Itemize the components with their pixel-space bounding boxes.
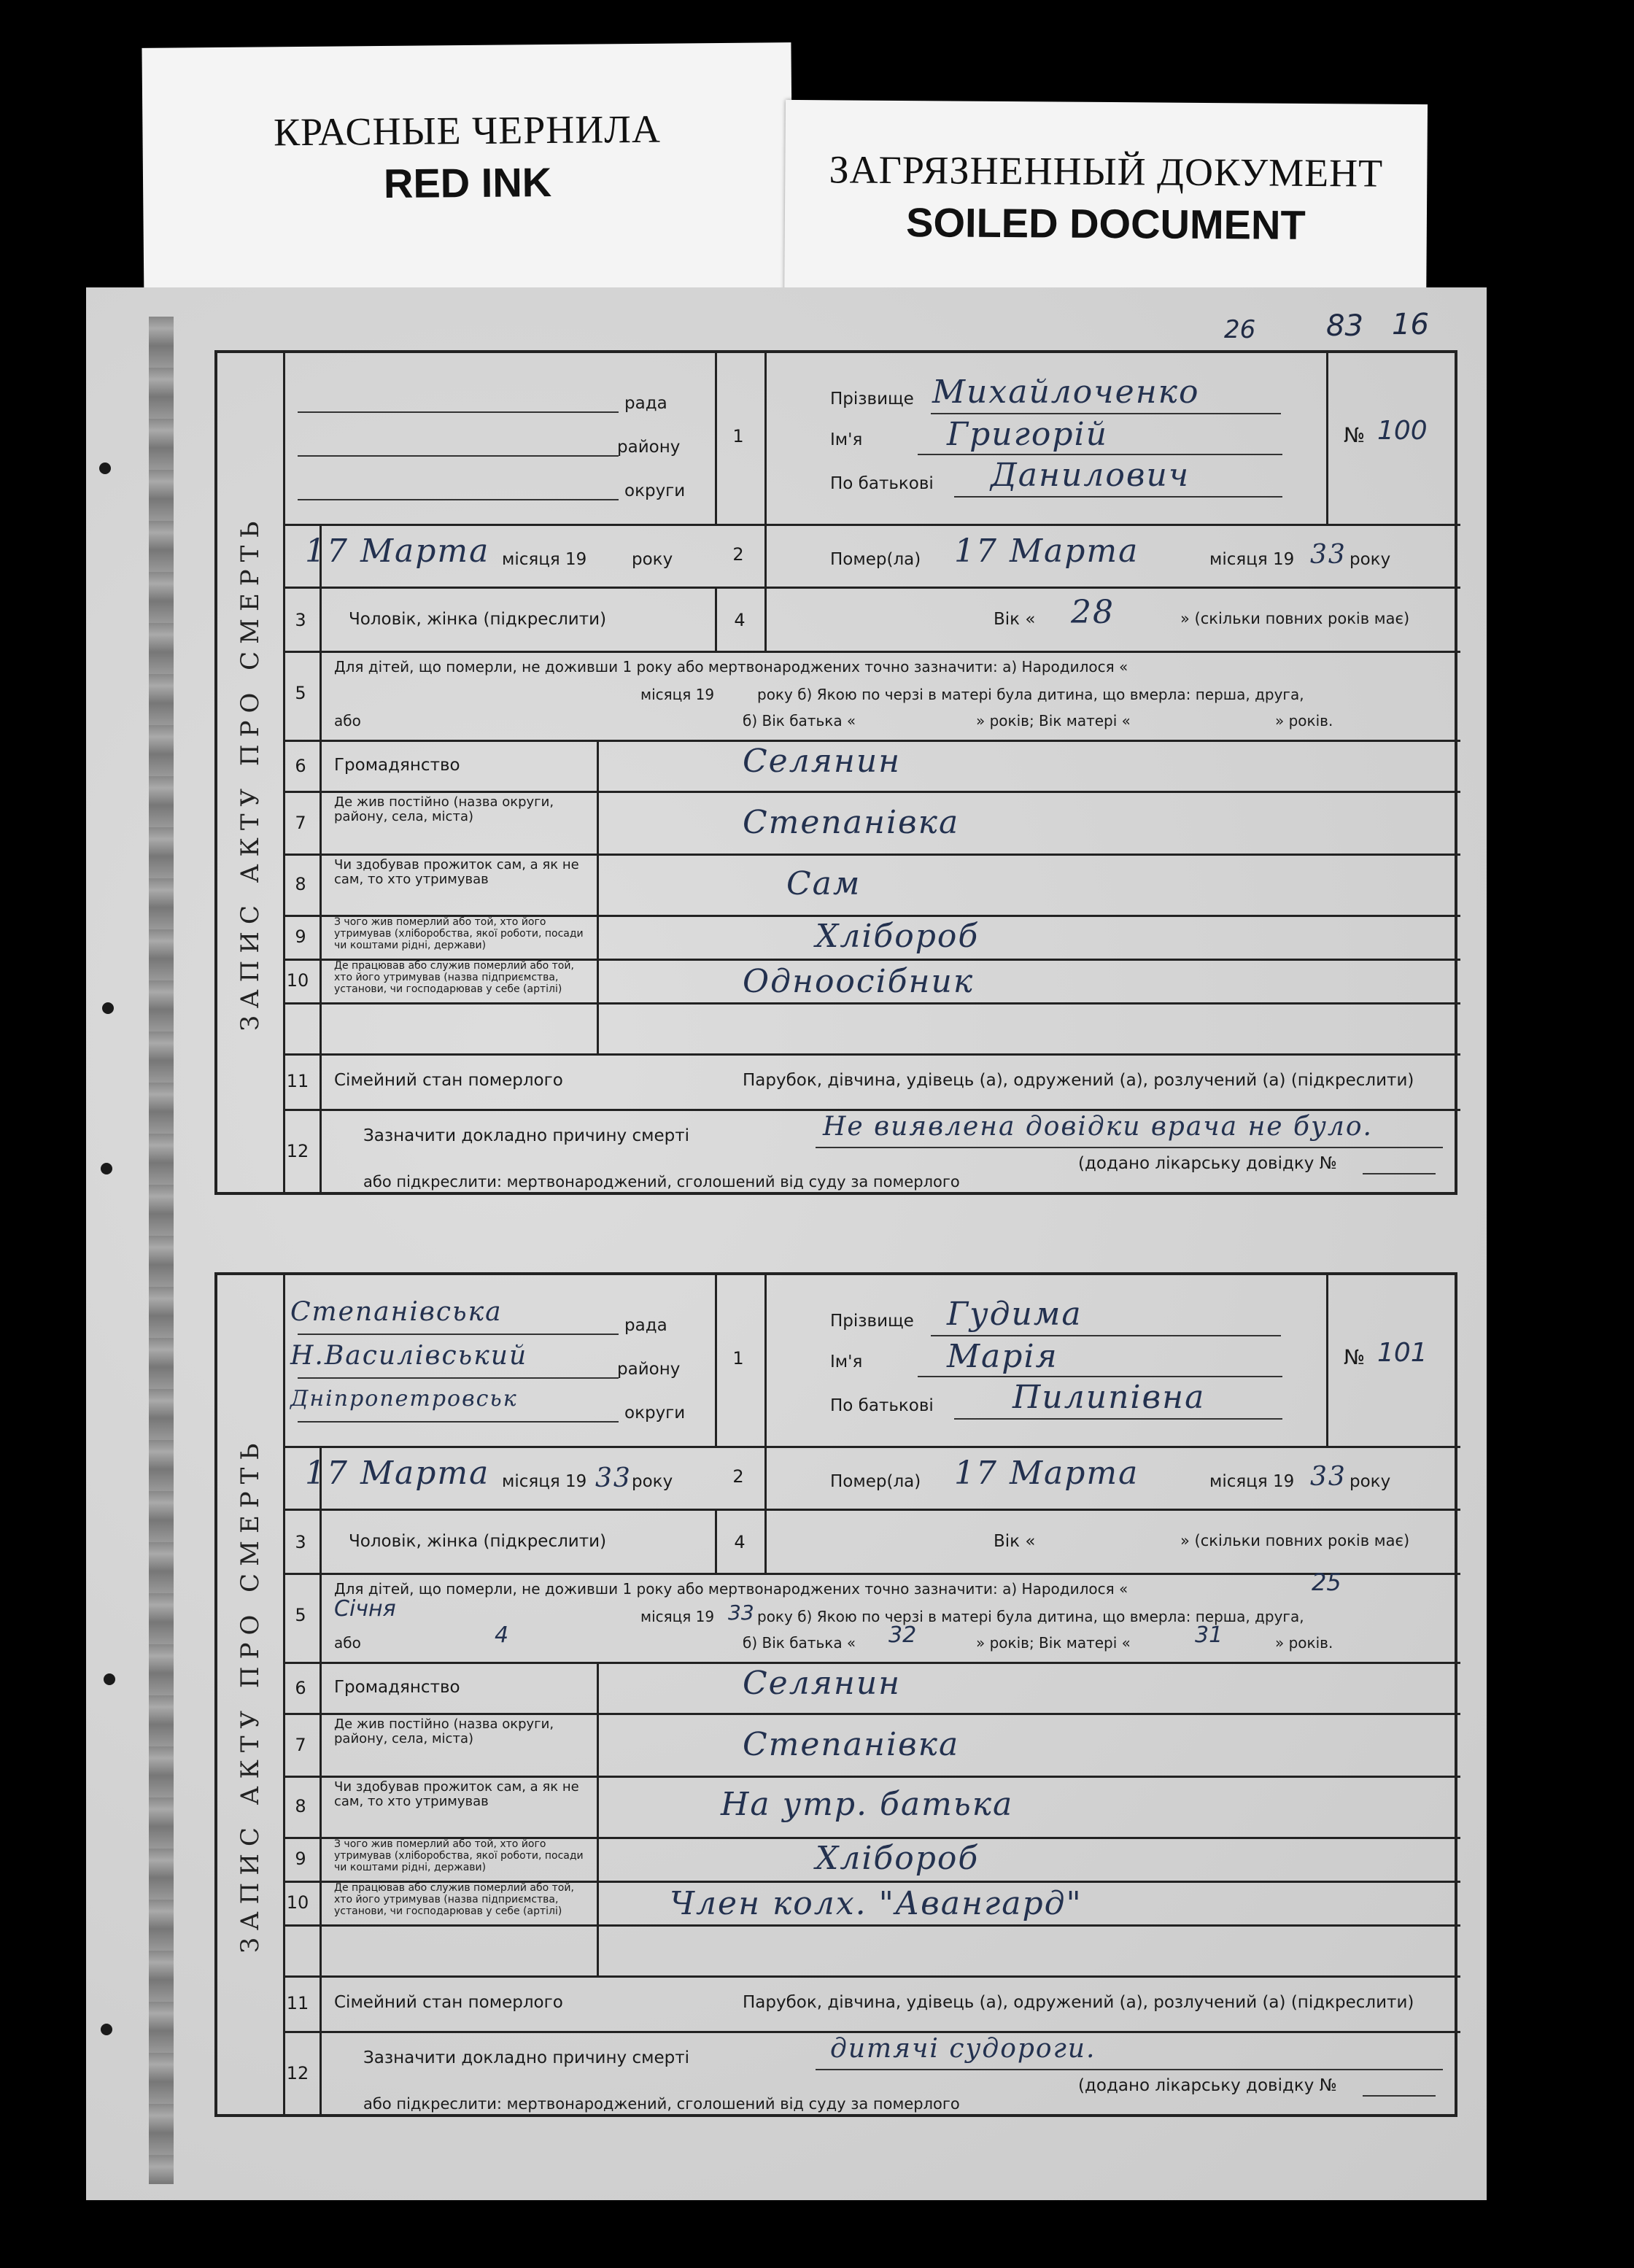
residence-value: Степанівка	[743, 804, 960, 841]
corner-number: 16	[1392, 308, 1429, 341]
patronymic-value: Пилипівна	[1012, 1379, 1206, 1416]
died-label: Помер(ла)	[830, 550, 921, 569]
workplace-label: Де працював або служив померлий або той, хто його утримував (назва підприємства, установи, чи господарював у себе (артілі)	[334, 1882, 574, 1917]
workplace-label: Де працював або служив померлий або той, хто його утримував (назва підприємства, установи, чи господарював у себе (артілі)	[334, 960, 574, 995]
citizenship-value: Селянин	[743, 1665, 902, 1702]
registration-year: 33	[595, 1463, 632, 1493]
registration-date: 17 Марта	[305, 1455, 490, 1492]
cause-label: Зазначити докладно причину смерті	[363, 1126, 689, 1145]
stillborn-label: або підкреслити: мертвонароджений, сголошений від суду за померлого	[363, 1173, 960, 1191]
livelihood-label: Чи здобував прожиток сам, а як не сам, то хто утримував	[334, 1779, 579, 1809]
death-date: 17 Марта	[954, 1455, 1139, 1492]
death-record-100: ЗАПИС АКТУ ПРО СМЕРТЬ 1 2 3 4 5 6 7 8 9 10 11 12 рада району округи 17 Марта місяця 19 року Прізвище Михайлоченко Ім'я Григорій По батькові Данилович № 100 Помер(ла) 17 Марта місяця 19 33 року Чоловік, жінка (підкреслити) Вік « 28 » (скільки повних років має) Для дітей, що померли, не доживши 1 року або мертвонароджених точно зазначити: а) Народилося « місяця 19 року б) Якою по черзі в матері була дитина, що вмерла: перша, друга, або б) Вік батька « » років; Вік матері « » років. Громадянство Селянин Де жив постійно (назва округи, району, села, міста) Степанівка Чи здобував прожиток сам, а як не сам, то хто утримував Сам З чого жив померлий або той, хто його утримував (хліборобства, якої роботи, посади чи коштами рідні, держави) Хлібороб Де працював або служив померлий або той, хто його утримував (назва підприємства, установи, чи господарював у себе (артілі) Одноосібник Сімейний стан померлого Парубок, дівчина, удівець (а), одружений (а), розлучений (а) (підкреслити) Зазначити докладно причину смерті Не виявлена довідки врача не було. (додано лікарську довідку № або підкреслити: мертвонароджений, сголошений від суду за померлого	[214, 350, 1457, 1195]
patronymic-value: Данилович	[991, 457, 1190, 494]
residence-label: Де жив постійно (назва округи, району, села, міста)	[334, 1717, 554, 1746]
workplace-value: Одноосібник	[743, 963, 975, 1000]
punch-hole-icon	[101, 1163, 112, 1174]
red-ink-label-en: RED INK	[383, 158, 552, 207]
punch-hole-icon	[101, 2024, 112, 2035]
children-line-1: Для дітей, що померли, не доживши 1 року або мертвонароджених точно зазначити: а) Народилося «	[334, 1580, 1128, 1598]
okrug-value: Дніпропетровськ	[290, 1386, 518, 1412]
death-date: 17 Марта	[954, 533, 1139, 570]
source-income-label: З чого жив померлий або той, хто його утримував (хліборобства, якої роботи, посади чи коштами рідні, держави)	[334, 1838, 584, 1873]
residence-value: Степанівка	[743, 1726, 960, 1763]
corner-number: 83	[1326, 309, 1363, 343]
age-label: Вік «	[994, 1532, 1036, 1551]
okrug-label: округи	[624, 1404, 686, 1423]
month-label: місяця 19	[502, 550, 587, 569]
father-age: 32	[888, 1622, 917, 1648]
birth-order: 4	[495, 1622, 509, 1648]
surname-label: Прізвище	[830, 390, 914, 409]
source-income-value: Хлібороб	[816, 1840, 980, 1877]
binding-strip	[149, 317, 174, 2184]
death-record-101: ЗАПИС АКТУ ПРО СМЕРТЬ 1 2 3 4 5 6 7 8 9 10 11 12 рада Степанівська району Н.Василівський округи Дніпропетровськ 17 Марта місяця 19 33 року Прізвище Гудима Ім'я Марія По батькові Пилипівна № 101 Помер(ла) 17 Марта місяця 19 33 року Чоловік, жінка (підкреслити) Вік « » (скільки повних років має) Для дітей, що померли, не доживши 1 року або мертвонароджених точно зазначити: а) Народилося « 25 Січня місяця 19 33 року б) Якою по черзі в матері була дитина, що вмерла: перша, друга, або 4 б) Вік батька « 32 » років; Вік матері « 31 » років. Громадянство Селянин Де жив постійно (назва округи, району, села, міста) Степанівка Чи здобував прожиток сам, а як не сам, то хто утримував На утр. батька З чого жив померлий або той, хто його утримував (хліборобства, якої роботи, посади чи коштами рідні, держави) Хлібороб Де працював або служив померлий або той, хто його утримував (назва підприємства, установи, чи господарював у себе (артілі) Член колх. "Авангард" Сімейний стан померлого Парубок, дівчина, удівець (а), одружений (а), розлучений (а) (підкреслити) Зазначити докладно причину смерті дитячі судороги. (додано лікарську довідку № або підкреслити: мертвонароджений, сголошений від суду за померлого	[214, 1272, 1457, 2117]
soiled-label-ru: ЗАГРЯЗНЕННЫЙ ДОКУМЕНТ	[829, 147, 1384, 196]
soiled-label-en: SOILED DOCUMENT	[905, 199, 1306, 248]
marital-label: Сімейний стан померлого	[334, 1993, 563, 2012]
surname-value: Михайлоченко	[932, 374, 1200, 411]
month-label: місяця 19	[502, 1472, 587, 1491]
rada-label: рада	[624, 1316, 667, 1335]
stillborn-label: або підкреслити: мертвонароджений, сголошений від суду за померлого	[363, 2095, 960, 2113]
record-number-label: №	[1344, 423, 1366, 447]
marital-label: Сімейний стан померлого	[334, 1071, 563, 1090]
age-value: 28	[1071, 594, 1115, 631]
gender-label: Чоловік, жінка (підкреслити)	[349, 610, 607, 629]
gender-label: Чоловік, жінка (підкреслити)	[349, 1532, 607, 1551]
punch-hole-icon	[99, 462, 111, 474]
source-income-label: З чого жив померлий або той, хто його утримував (хліборобства, якої роботи, посади чи коштами рідні, держави)	[334, 916, 584, 951]
name-label: Ім'я	[830, 1352, 863, 1371]
birth-day: 25	[1312, 1568, 1341, 1596]
livelihood-value: Сам	[786, 865, 861, 902]
birth-month: Січня	[334, 1596, 396, 1622]
punch-hole-icon	[104, 1673, 115, 1685]
citizenship-label: Громадянство	[334, 756, 460, 775]
red-ink-label-ru: КРАСНЫЕ ЧЕРНИЛА	[273, 107, 662, 155]
punch-hole-icon	[102, 1002, 114, 1014]
rada-label: рада	[624, 394, 667, 413]
registration-date: 17 Марта	[305, 533, 490, 570]
age-label: Вік «	[994, 610, 1036, 629]
side-title: ЗАПИС АКТУ ПРО СМЕРТЬ	[217, 1275, 285, 2114]
workplace-value: Член колх. "Авангард"	[670, 1885, 1083, 1922]
record-number: 101	[1377, 1338, 1428, 1368]
livelihood-value: На утр. батька	[721, 1786, 1014, 1823]
side-title: ЗАПИС АКТУ ПРО СМЕРТЬ	[217, 353, 285, 1192]
document-page	[86, 287, 1487, 2200]
source-income-value: Хлібороб	[816, 918, 980, 955]
name-value: Григорій	[947, 416, 1108, 453]
cause-value: дитячі судороги.	[830, 2034, 1096, 2064]
name-label: Ім'я	[830, 430, 863, 449]
citizenship-value: Селянин	[743, 743, 902, 780]
patronymic-label: По батькові	[830, 474, 934, 493]
record-number-label: №	[1344, 1345, 1366, 1369]
surname-label: Прізвище	[830, 1312, 914, 1331]
residence-label: Де жив постійно (назва округи, району, села, міста)	[334, 794, 554, 824]
surname-value: Гудима	[947, 1296, 1083, 1333]
rayon-value: Н.Василівський	[290, 1341, 528, 1371]
record-number: 100	[1377, 416, 1428, 446]
cert-label: (додано лікарську довідку №	[1078, 2076, 1337, 2095]
marital-options: Парубок, дівчина, удівець (а), одружений (а), розлучений (а) (підкреслити)	[743, 1993, 1414, 2012]
death-year: 33	[1310, 540, 1347, 570]
children-line-1: Для дітей, що померли, не доживши 1 року або мертвонароджених точно зазначити: а) Народилося «	[334, 658, 1128, 676]
livelihood-label: Чи здобував прожиток сам, а як не сам, то хто утримував	[334, 857, 579, 887]
corner-number: 26	[1224, 315, 1256, 344]
cause-label: Зазначити докладно причину смерті	[363, 2048, 689, 2067]
rayon-label: району	[617, 438, 681, 457]
okrug-label: округи	[624, 481, 686, 500]
rayon-label: району	[617, 1360, 681, 1379]
patronymic-label: По батькові	[830, 1396, 934, 1415]
cert-label: (додано лікарську довідку №	[1078, 1154, 1337, 1173]
red-ink-label	[142, 42, 793, 311]
citizenship-label: Громадянство	[334, 1678, 460, 1697]
cause-value: Не виявлена довідки врача не було.	[823, 1112, 1373, 1142]
birth-year: 33	[728, 1601, 754, 1625]
marital-options: Парубок, дівчина, удівець (а), одружений (а), розлучений (а) (підкреслити)	[743, 1071, 1414, 1090]
mother-age: 31	[1195, 1622, 1223, 1648]
death-year: 33	[1310, 1462, 1347, 1492]
name-value: Марія	[947, 1338, 1058, 1375]
died-label: Помер(ла)	[830, 1472, 921, 1491]
rada-value: Степанівська	[290, 1297, 503, 1327]
